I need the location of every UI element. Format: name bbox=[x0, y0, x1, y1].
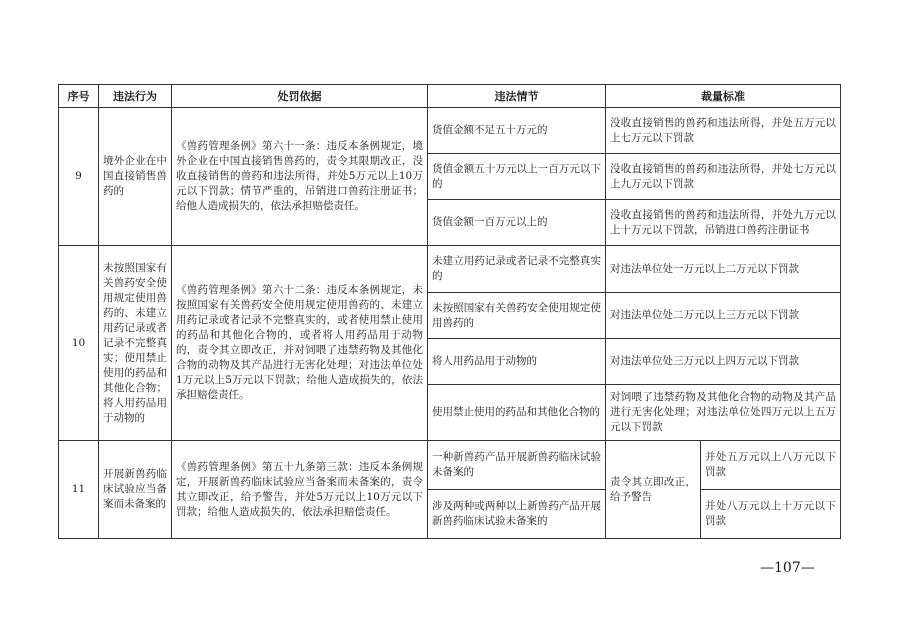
row-number: 9 bbox=[59, 108, 99, 246]
penalty-table bbox=[58, 84, 841, 539]
header-basis: 处罚依据 bbox=[172, 85, 428, 108]
circumstance: 将人用药品用于动物的 bbox=[428, 339, 606, 385]
discretion-standard: 并处五万元以上八万元以下罚款 bbox=[701, 441, 841, 490]
penalty-basis: 《兽药管理条例》第六十一条：违反本条例规定，境外企业在中国直接销售兽药的，责令其限期改正，没收直接销售的兽药和违法所得，并处5万元以上10万元以下罚款；情节严重的，吊销进口兽药注册证书；给他人造成损失的，依法承担赔偿责任。 bbox=[172, 108, 428, 246]
circumstance: 一种新兽药产品开展新兽药临床试验未备案的 bbox=[428, 441, 606, 490]
circumstance: 货值金额一百万元以上的 bbox=[428, 200, 606, 246]
violation-act: 未按照国家有关兽药安全使用规定使用兽药的、未建立用药记录或者记录不完整真实；使用禁止使用的药品和其他化合物；将人用药品用于动物的 bbox=[99, 246, 172, 441]
header-act: 违法行为 bbox=[99, 85, 172, 108]
penalty-basis: 《兽药管理条例》第五十九条第三款：违反本条例规定，开展新兽药临床试验应当备案而未备案的，责令其立即改正，给予警告，并处5万元以上10万元以下罚款；给他人造成损失的，依法承担赔偿责任。 bbox=[172, 441, 428, 539]
header-standard: 裁量标准 bbox=[606, 85, 841, 108]
row-number: 10 bbox=[59, 246, 99, 441]
circumstance: 未按照国家有关兽药安全使用规定使用兽药的 bbox=[428, 293, 606, 339]
discretion-standard: 对违法单位处一万元以上二万元以下罚款 bbox=[606, 246, 841, 293]
table-row bbox=[59, 246, 841, 293]
table-row bbox=[59, 108, 841, 154]
header-row bbox=[59, 85, 841, 108]
penalty-basis: 《兽药管理条例》第六十二条：违反本条例规定，未按照国家有关兽药安全使用规定使用兽药的、未建立用药记录或者记录不完整真实的，或者使用禁止使用的药品和其他化合物的，或者将人用药品用于动物的，责令其立即改正，并对饲喂了违禁药物及其他化合物的动物及其产品进行无害化处理；对违法单位处1万元以上5万元以下罚款；给他人造成损失的，依法承担赔偿责任。 bbox=[172, 246, 428, 441]
page-number: —107— bbox=[760, 560, 815, 576]
common-measure: 责令其立即改正，给予警告 bbox=[606, 441, 701, 539]
discretion-standard: 没收直接销售的兽药和违法所得，并处五万元以上七万元以下罚款 bbox=[606, 108, 841, 154]
header-no: 序号 bbox=[59, 85, 99, 108]
discretion-standard: 并处八万元以上十万元以下罚款 bbox=[701, 490, 841, 539]
violation-act: 境外企业在中国直接销售兽药的 bbox=[99, 108, 172, 246]
circumstance: 涉及两种或两种以上新兽药产品开展新兽药临床试验未备案的 bbox=[428, 490, 606, 539]
violation-act: 开展新兽药临床试验应当备案而未备案的 bbox=[99, 441, 172, 539]
discretion-standard: 对违法单位处三万元以上四万元以下罚款 bbox=[606, 339, 841, 385]
discretion-standard: 没收直接销售的兽药和违法所得，并处九万元以上十万元以下罚款，吊销进口兽药注册证书 bbox=[606, 200, 841, 246]
discretion-standard: 对饲喂了违禁药物及其他化合物的动物及其产品进行无害化处理；对违法单位处四万元以上五万元以下罚款 bbox=[606, 385, 841, 441]
circumstance: 货值金额不足五十万元的 bbox=[428, 108, 606, 154]
table-row bbox=[59, 441, 841, 490]
header-circumstance: 违法情节 bbox=[428, 85, 606, 108]
circumstance: 货值金额五十万元以上一百万元以下的 bbox=[428, 154, 606, 200]
circumstance: 未建立用药记录或者记录不完整真实的 bbox=[428, 246, 606, 293]
discretion-standard: 没收直接销售的兽药和违法所得，并处七万元以上九万元以下罚款 bbox=[606, 154, 841, 200]
discretion-standard: 对违法单位处二万元以上三万元以下罚款 bbox=[606, 293, 841, 339]
row-number: 11 bbox=[59, 441, 99, 539]
circumstance: 使用禁止使用的药品和其他化合物的 bbox=[428, 385, 606, 441]
